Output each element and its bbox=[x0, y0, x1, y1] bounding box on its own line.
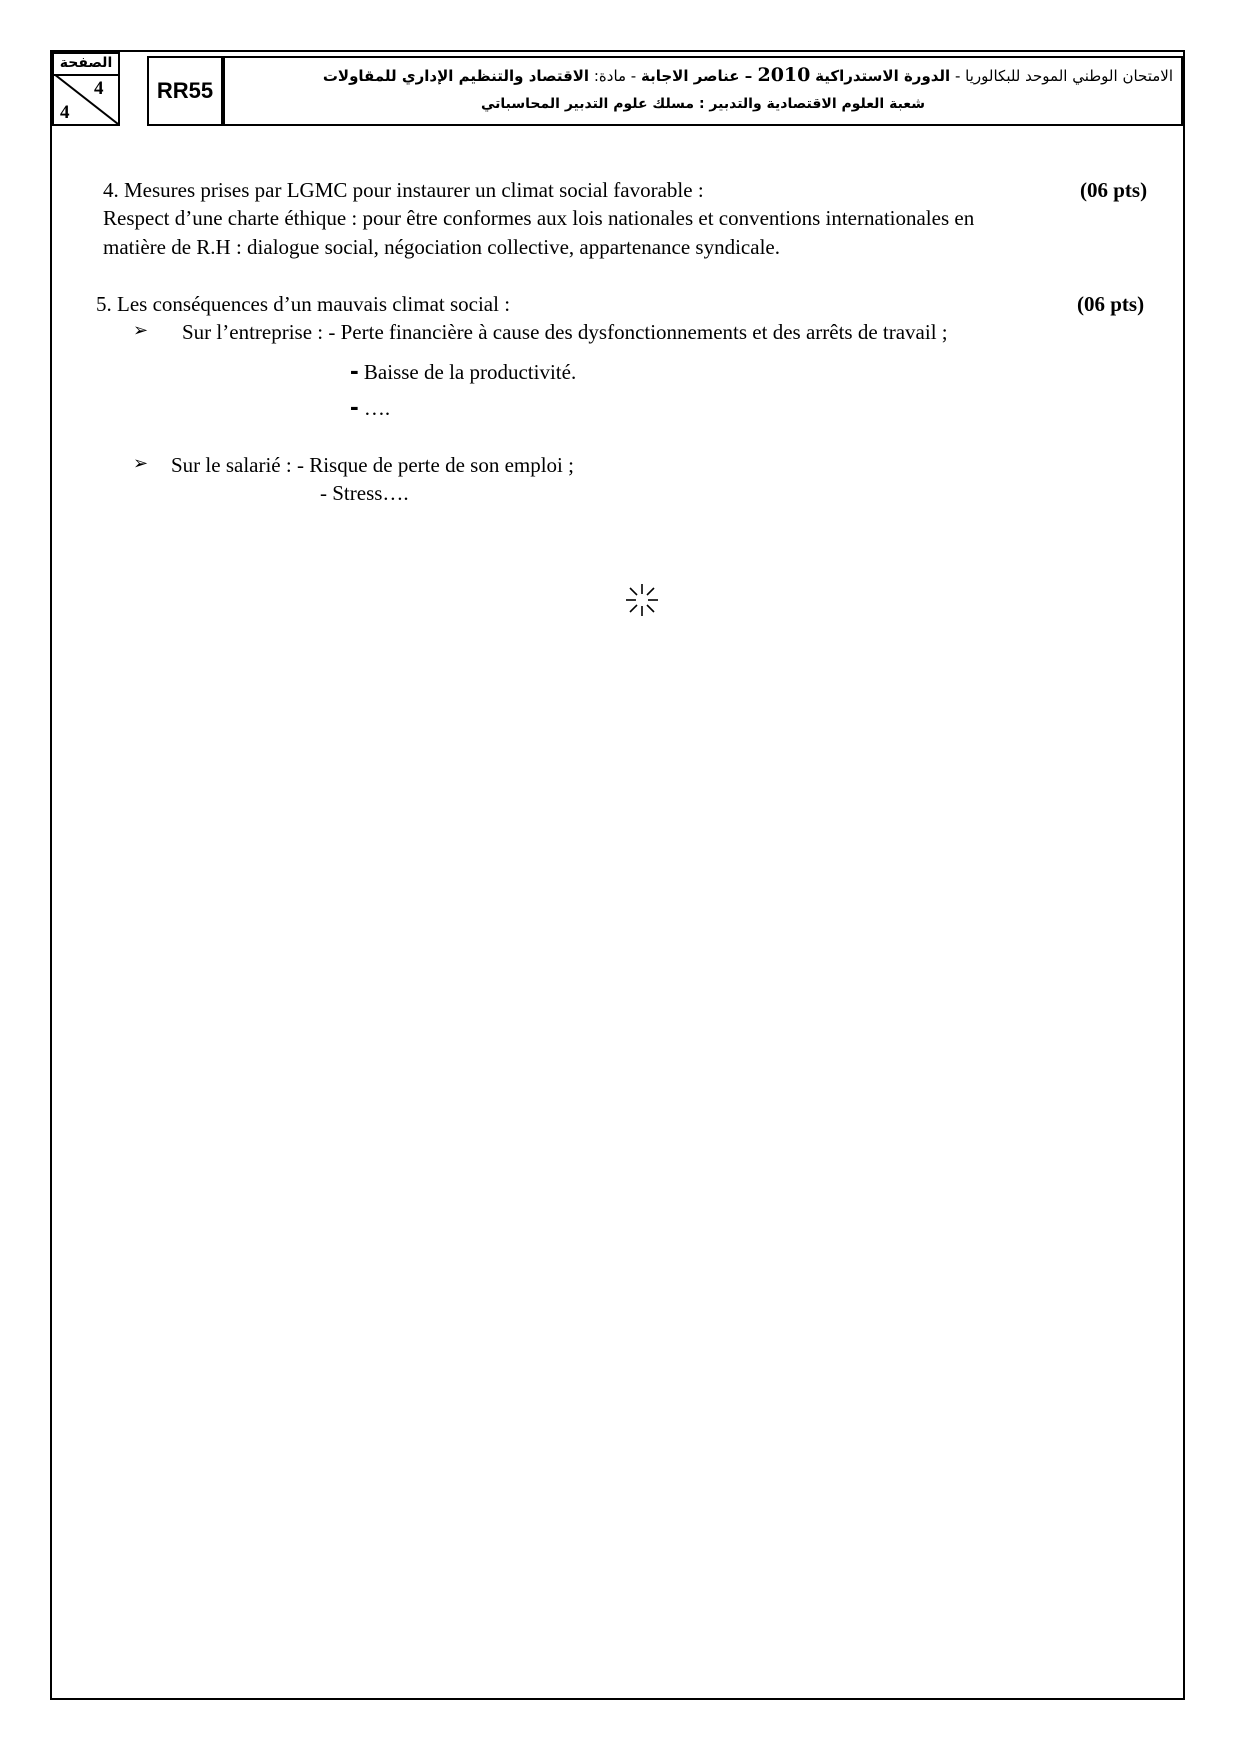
page-total: 4 bbox=[60, 102, 70, 123]
title-exam: الامتحان الوطني الموحد للبكالوريا - bbox=[950, 67, 1173, 85]
page-label: الصفحة bbox=[54, 54, 118, 76]
q4-points: (06 pts) bbox=[1080, 178, 1148, 202]
q5-entreprise-item2 bbox=[350, 356, 576, 386]
asterisk-icon bbox=[622, 580, 662, 620]
q5-salarie-lead: Sur le salarié : - Risque de perte de son emploi ; bbox=[171, 453, 574, 477]
q4-body-line2: matière de R.H : dialogue social, négociation collective, appartenance syndicale. bbox=[103, 235, 780, 259]
exam-code: RR55 bbox=[147, 56, 225, 126]
q5-entreprise-lead: Sur l’entreprise : - Perte financière à cause des dysfonctionnements et des arrêts de travail ; bbox=[182, 320, 948, 344]
q4-title: 4. Mesures prises par LGMC pour instaurer un climat social favorable : bbox=[103, 178, 704, 202]
bullet-arrow-icon: ➢ bbox=[133, 320, 149, 341]
q5-points: (06 pts) bbox=[1077, 292, 1145, 316]
exam-title-line1 bbox=[323, 64, 1173, 86]
exam-title-box bbox=[225, 56, 1183, 126]
title-session: الدورة الاستدراكية bbox=[815, 67, 951, 85]
page-current: 4 bbox=[94, 78, 104, 99]
exam-title-line2: شعبة العلوم الاقتصادية والتدبير : مسلك علوم التدبير المحاسباتي bbox=[481, 96, 925, 112]
q5-entreprise-item2-text: Baisse de la productivité. bbox=[358, 360, 577, 384]
q5-entreprise-item3-text: …. bbox=[358, 396, 391, 420]
q5-entreprise-item3 bbox=[350, 392, 390, 422]
bullet-arrow-icon: ➢ bbox=[133, 453, 149, 474]
title-answers: – عناصر الاجابة bbox=[641, 67, 758, 85]
q5-title: 5. Les conséquences d’un mauvais climat social : bbox=[96, 292, 511, 316]
q4-body-line1: Respect d’une charte éthique : pour être conformes aux lois nationales et conventions internationales en bbox=[103, 206, 975, 230]
title-subject-label: - مادة: bbox=[589, 67, 641, 85]
title-year: 2010 bbox=[757, 64, 811, 86]
q5-salarie-item2: - Stress…. bbox=[320, 481, 409, 505]
page-number-box bbox=[52, 52, 120, 126]
dash-marker: - bbox=[350, 391, 359, 421]
dash-marker: - bbox=[350, 355, 359, 385]
title-subject: الاقتصاد والتنظيم الإداري للمقاولات bbox=[322, 67, 590, 85]
